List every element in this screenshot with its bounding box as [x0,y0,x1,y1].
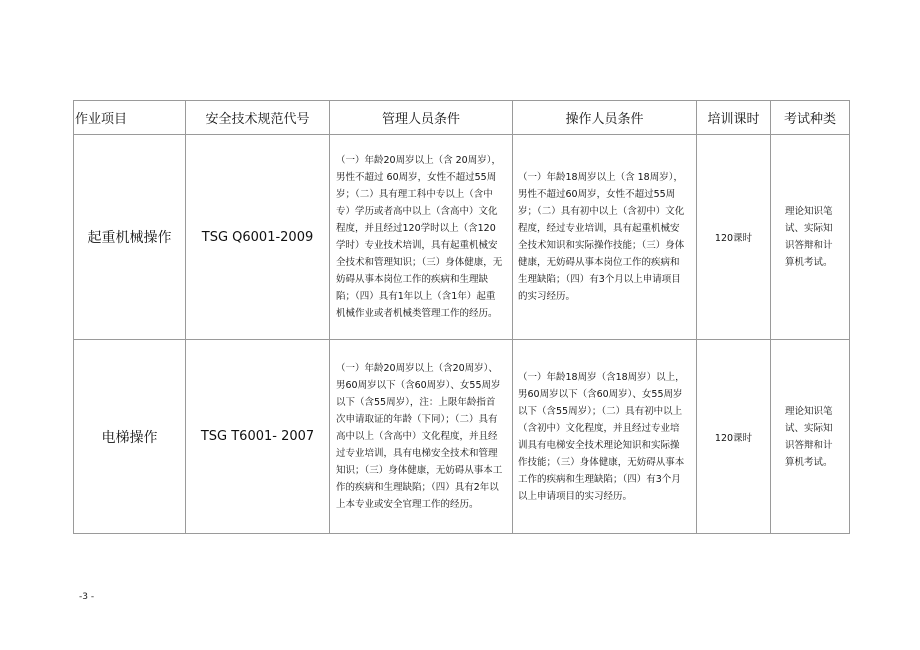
manager-conditions-text: （一）年龄20周岁以上（含 20周岁），男性不超过 60周岁，女性不超过55周岁；（二）具有理工科中专以上（含中专）学历或者高中以上（含高中）文化程度，并且经过120学时以上（含120学时）专业技术培训，具有起重机械安全技术和管理知识；（三）身体健康，无妨碍从事本岗位工作的疾病和生理缺陷；（四）具有1年以上（含1年）起重机械作业或者机械类管理工作的经历。 [336,155,503,319]
header-exam: 考试种类 [771,101,850,135]
operator-conditions-cell [513,135,697,340]
table-row [74,135,850,340]
operator-conditions-cell [513,340,697,534]
manager-conditions-text: （一）年龄20周岁以上（含20周岁）、男60周岁以下（含60周岁）、女55周岁以下（含55周岁），注：上限年龄指首次申请取证的年龄（下同）；（二）具有高中以上（含高中）文化程度，并且经过专业培训，具有电梯安全技术和管理知识；（三）身体健康，无妨碍从事本工作的疾病和生理缺陷；（四）具有2年以上本专业或安全官理工作的经历。 [336,363,503,510]
item-cell: 电梯操作 [74,340,186,534]
operator-conditions-text: （一）年龄18周岁（含18周岁）以上，男60周岁以下（含60周岁）、女55周岁以下（含55周岁）；（二）具有初中以上（含初中）文化程度，并且经过专业培训具有电梯安全技术理论知识和实际操作技能；（三）身体健康，无妨碍从事本工作的疾病和生理缺陷；（四）有3个月以上申请项目的实习经历。 [518,371,685,502]
item-cell: 起重机械操作 [74,135,186,340]
header-code: 安全技术规范代号 [186,101,330,135]
table-header-row [74,101,850,135]
exam-text: 理论知识笔试、实际知识答辩和计算机考试。 [785,405,833,468]
header-hours: 培训课时 [697,101,771,135]
manager-conditions-cell [330,135,513,340]
exam-cell [771,135,850,340]
hours-cell: 120课时 [697,135,771,340]
header-operator-conditions: 操作人员条件 [513,101,697,135]
certification-table [73,100,850,534]
page-number: -3 - [79,592,95,602]
exam-text: 理论知识笔试、实际知识答辩和计算机考试。 [785,206,833,268]
code-cell: TSG T6001- 2007 [186,340,330,534]
exam-cell [771,340,850,534]
hours-cell: 120课时 [697,340,771,534]
operator-conditions-text: （一）年龄18周岁以上（含 18周岁），男性不超过60周岁，女性不超过55周岁；（二）具有初中以上（含初中）文化程度，经过专业培训，具有起重机械安全技术知识和实际操作技能；（三）身体健康，无妨碍从事本岗位工作的疾病和生理缺陷；（四）有3个月以上申请项目的实习经历。 [518,172,685,302]
code-cell: TSG Q6001-2009 [186,135,330,340]
table-row [74,340,850,534]
header-manager-conditions: 管理人员条件 [330,101,513,135]
header-item: 作业项目 [74,101,186,135]
manager-conditions-cell [330,340,513,534]
